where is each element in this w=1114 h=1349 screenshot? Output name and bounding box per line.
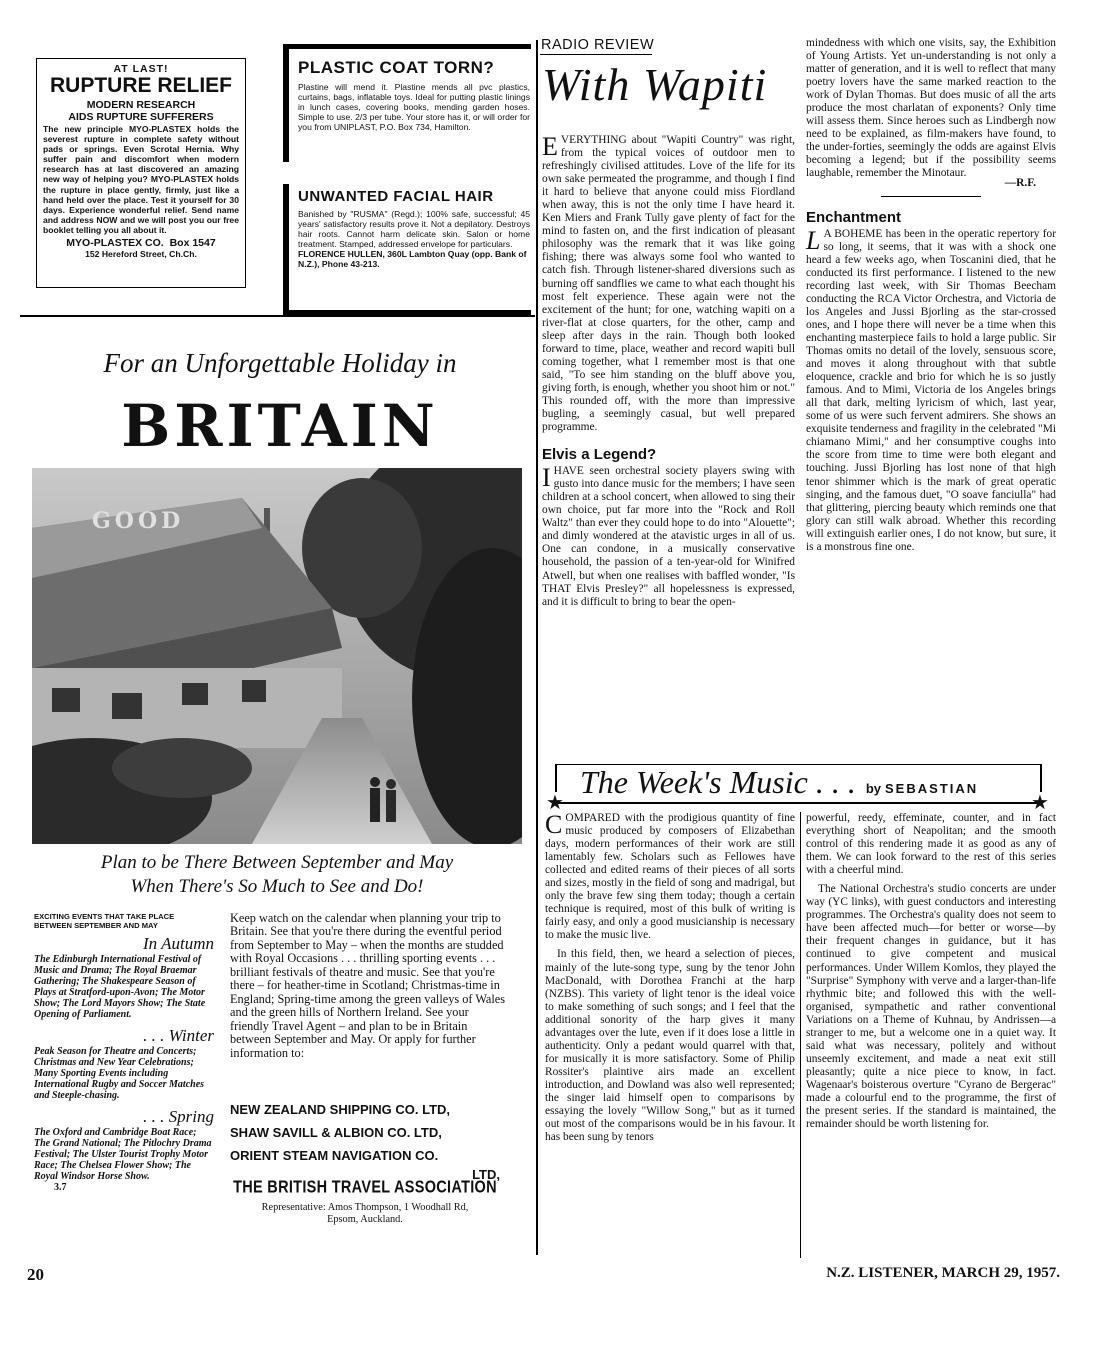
rupture-sub2: AIDS RUPTURE SUFFERERS xyxy=(68,111,214,123)
britain-code: 3.7 xyxy=(54,1182,67,1193)
center-column-rule xyxy=(536,40,538,1255)
radio-section-rule xyxy=(540,54,652,55)
britain-rep-1: Representative: Amos Thompson, 1 Woodhall Rd, xyxy=(261,1202,469,1213)
music-p3: powerful, reedy, effeminate, counter, and in fact everything short of Neapolitan; and the smooth control of this rendering made it as good as any of them. We can look forward to the rest of this series with a cheerful mind. xyxy=(806,812,1056,877)
music-p1 xyxy=(545,812,795,942)
music-box-left xyxy=(555,764,557,792)
plastic-ad-rule xyxy=(283,44,289,162)
plastic-body: Plastine will mend it. Plastine mends all pvc plastics, curtains, bags, inflatable toys. Ideal for putting plastic linings in lunch cases, covering books, mending garden hoses. Simple to use. 2/3 per tube. Your store has it, or will order for you from UNIPLAST, P.O. Box 734, Hamilton. xyxy=(298,82,530,132)
music-star-right: ★ xyxy=(1031,792,1049,814)
elvis-heading: Elvis a Legend? xyxy=(542,446,657,464)
radio-title: With Wapiti xyxy=(542,59,768,110)
facial-headline: UNWANTED FACIAL HAIR xyxy=(298,188,494,205)
winter-title: . . . Winter xyxy=(143,1026,214,1045)
spring-title: . . . Spring xyxy=(143,1107,214,1126)
radio-signature: —R.F. xyxy=(1004,176,1036,189)
music-col-1 xyxy=(545,812,795,1144)
music-title: The Week's Music . . . xyxy=(580,764,856,800)
company-orient-ltd: LTD, xyxy=(472,1167,500,1182)
facial-ad-rule xyxy=(283,184,289,314)
music-col-2 xyxy=(806,812,1056,1131)
music-p1-dropcap: C xyxy=(545,810,563,839)
rupture-address: 152 Hereford Street, Ch.Ch. xyxy=(85,249,197,260)
britain-photo xyxy=(32,468,522,844)
rupture-ad xyxy=(36,58,246,288)
britain-companies xyxy=(230,1098,500,1182)
page-number: 20 xyxy=(27,1265,44,1284)
facial-body: Banished by "RUSMA" (Regd.); 100% safe, successful; 45 years' satisfactory results prove it. Not a depilatory. Destroys hair roots. Cannot harm delicate skin. Salon or home treatment. Stamped, addressed envelope for particulars. xyxy=(298,209,530,249)
rupture-headline: RUPTURE RELIEF xyxy=(49,74,232,97)
events-header: EXCITING EVENTS THAT TAKE PLACE BETWEEN SEPTEMBER AND MAY xyxy=(34,912,175,930)
britain-plan-2: When There's So Much to See and Do! xyxy=(130,876,424,897)
radio-p2-dropcap: I xyxy=(542,463,551,493)
plastic-ad xyxy=(298,58,530,133)
company-nz-shipping: NEW ZEALAND SHIPPING CO. LTD, xyxy=(230,1102,451,1117)
rupture-company-line xyxy=(43,237,239,249)
britain-plan-1: Plan to be There Between September and May xyxy=(100,852,454,873)
rupture-box: Box 1547 xyxy=(169,237,216,250)
radio-p2 xyxy=(542,465,795,609)
radio-col-2 xyxy=(806,37,1056,554)
radio-p1 xyxy=(542,134,795,434)
radio-section-label: RADIO REVIEW xyxy=(541,37,655,53)
publication-line: N.Z. LISTENER, MARCH 29, 1957. xyxy=(826,1265,1060,1281)
radio-col-1 xyxy=(542,134,795,609)
music-title-line xyxy=(580,764,1030,801)
radio-p4 xyxy=(806,225,1056,554)
music-p4: The National Orchestra's studio concerts are under way (YC links), with guest conductors and interesting programmes. The Orchestra's quality does not seem to have been affected much—for better or worse—by their frequent changes in guidance, but it has continued to give competent and musical performances. Under Willem Komlos, they played the "Surprise" Symphony with verve and a larger-than-life rhythmic bite; and followed this with the well-organised, sympathetic and rather conventional Variations on a Theme of Kuhnau, by Andrissen—a stranger to me, but a welcome one in a quiet way. It said what was necessary, politely and without unseemly excitement, and made a neat exit still pleasantly; quite a nice piece to know, in fact. Wagenaar's boisterous overture "Cyrano de Bergerac" made a colourful end to the programme, the first of the present series. If the standard is maintained, the remainder should be worth listening for. xyxy=(806,883,1056,1131)
britain-events xyxy=(34,912,214,1193)
enchantment-heading: Enchantment xyxy=(806,208,902,226)
britain-headline: BRITAIN xyxy=(121,392,439,460)
radio-p1-dropcap: E xyxy=(542,132,558,161)
company-shaw-savill: SHAW SAVILL & ALBION CO. LTD, xyxy=(230,1125,442,1140)
music-box-right xyxy=(1040,764,1042,792)
photo-sign-text: GOOD xyxy=(92,508,185,534)
facial-ad xyxy=(298,188,530,269)
music-p2: In this field, then, we heard a selection of pieces, mainly of the lute-song type, sung by the tenor John MacDonald, with Dorothea Franchi at the harp (NZBS). This variety of light tenor is the ideal voice to make something of such songs; and I feel that the additional sonority of the harp gives it many advantages over the lute, even if it does lose a little in authenticity. Only a pedant would quarrel with that, for musically it is more satisfactory. Some of Philip Rossiter's plaintive airs made an excellent introduction, and Dowland was also well represented; the singer laid himself open to comparisons by essaying the lovely "Willow Song," but as it turned out most of the comparisons would be in his favour. It has been sung by tenors xyxy=(545,948,795,1144)
radio-p4-text: A BOHEME has been in the operatic repertory for so long, it seems, that it was with a shock one heard a few weeks ago, when Toscanini died, that he conducted its first performance. I listened to the new recording last week, with Sir Thomas Beecham conducting the RCA Victor Orchestra, and Victoria de los Angeles and Jussi Bjorling as the star-crossed ones, and I hope there will never be a time when this enchanting masterpiece fails to hold a large public. Sir Thomas omits no detail of the lovely, sensuous score, and moves it along throughout with that subtle eloquence, crackle and brio for which he is so justly famous. And to Mimi, Victoria de los Angeles brings all that dark, melting lyricism of which, last year, some of us were such fervent admirers. She shows an exquisite tenderness and fragility in the celebrated "Mi chiamano Mimi," and her consumptive coughs into the score from time to time were both elegant and touching. Jussi Bjorling has lost none of that high tenor shimmer which is the mark of great operatic singing, and the famous duet, "O soave fanciulla" had that glittering, piercing beauty which reminds one that glory can still walk abroad. Whether this recording will extinguish earlier ones, I do not know, but sure, it is a monstrous fine one. xyxy=(806,227,1056,553)
radio-p4-dropcap: L xyxy=(806,225,821,255)
music-author: SEBASTIAN xyxy=(885,781,979,796)
britain-top-rule xyxy=(20,315,535,317)
radio-p3: mindedness with which one visits, say, the Exhibition of Young Artists. Yet un-understanding is not only a matter of generation, and it is well to reflect that many poetry lovers have the same marked reaction to the work of Dylan Thomas. But does music of all the arts produce the most charlatan of exponents? Only time will assess them. Since heroes such as Lindbergh now need to be explained, as film-makers have found, to the under-forties, seemingly the odds are against Elvis becoming a legend; but if the possibility seems laughable, remember the Minotaur. xyxy=(806,37,1056,180)
autumn-title: In Autumn xyxy=(143,934,214,953)
company-orient: ORIENT STEAM NAVIGATION CO. xyxy=(230,1148,439,1163)
radio-p1-text: VERYTHING about "Wapiti Country" was right, from the typical voices of outdoor men to refreshingly civilised attitudes. Love of the life for its own sake permeated the programme, and though I find it hard to believe that anyone could miss Fiordland when away, this is not the only time I have heard it. Ken Miers and Frank Tully gave plenty of fact for the mind to fasten on, and the first indication of pleasant philosophy was the remark that it was like going fishing; there was always some fool who wanted to catch fish. Through listener-shared diversions such as burning off sandflies we came to what each thought his most felt experience. These again were not the excitement of the hunt; for one, watching wapiti on a river-flat at close quarters, for the other, camp and sleep after days in the rain. Though both looked forward to time, place, weather and record wapiti bull coming together, what I remember most is that one said, "To see him standing on the bluff above you, giving forth, is enough, whether you shoot him or not." This rounded off, with the more than impressive bugling, a seemingly casual, but well prepared programme. xyxy=(542,134,795,434)
music-box-bottom xyxy=(555,802,1042,804)
rupture-kicker: AT LAST! xyxy=(113,63,169,75)
radio-sig-rule xyxy=(881,196,981,197)
rupture-company: MYO-PLASTEX CO. xyxy=(66,237,164,250)
autumn-text: The Edinburgh International Festival of Music and Drama; The Royal Braemar Gathering; The Shakespeare Season of Plays at Stratford-upon-Avon; The Motor Show; The Lord Mayors Show; The State Opening of Parliament. xyxy=(34,954,206,1020)
plastic-ad-top-rule xyxy=(283,44,531,49)
spring-text: The Oxford and Cambridge Boat Race; The Grand National; The Pitlochry Drama Festival; The Ulster Tourist Trophy Motor Race; The Chelsea Flower Show; The Royal Windsor Horse Show. xyxy=(34,1127,212,1182)
winter-text: Peak Season for Theatre and Concerts; Christmas and New Year Celebrations; Many Sporting Events including International Rugby and Soccer Matches and Steeple-chasing. xyxy=(34,1046,205,1101)
music-star-left: ★ xyxy=(546,792,564,814)
britain-rep-2: Epsom, Auckland. xyxy=(327,1214,403,1225)
music-column-rule xyxy=(800,812,801,1258)
radio-p2-text: HAVE seen orchestral society players swing with gusto into dance music for the members; I have seen children at a school concert, when allowed to sing their own choice, put far more into the "Rock and Roll Waltz" than ever they could hope to do into "Alouette"; and dimly wondered at the atavistic urges in all of us. One can condone, in a musically conservative household, the passion of a ten-year-old for Winifred Atwell, but when one realises with baffled wonder, "Is THAT Elvis Presley?" all hopelessness is expressed, and it is difficult to bring to bear the open- xyxy=(542,465,795,608)
music-by: by xyxy=(865,781,881,796)
britain-association: THE BRITISH TRAVEL ASSOCIATION xyxy=(233,1178,497,1198)
village-street-photo xyxy=(32,468,522,844)
facial-contact: FLORENCE HULLEN, 360L Lambton Quay (opp. Bank of N.Z.), Phone 43-213. xyxy=(298,248,527,269)
music-p1-text: OMPARED with the prodigious quantity of fine music produced by composers of Elizabethan days, modern performances of their work are still lamentably few. Scholars such as Fellowes have collected and edited reams of their pieces of all sorts and sizes, mostly in the field of song and madrigal, but only the brave few sing them today; though a certain technique is required, most of this bulk of writing is fairly easy, and only a good musicianship is necessary to make the music live. xyxy=(545,812,795,942)
rupture-sub1: MODERN RESEARCH xyxy=(86,99,196,111)
rupture-body: The new principle MYO-PLASTEX holds the severest rupture in complete safety without pads or springs. Even Scrotal Hernia. Why suffer pain and discomfort when modern research has at last discovered an amazing new way of helping you? MYO-PLASTEX holds the rupture in place gently, firmly, just like a hand held over the place. Test it yourself for 30 days. Experience wonderful relief. Send name and address NOW and we will post you our free booklet telling you all about it. xyxy=(43,124,239,235)
plastic-headline: PLASTIC COAT TORN? xyxy=(298,58,495,77)
britain-body: Keep watch on the calendar when planning your trip to Britain. See that you're there during the eventful period from September to May – when the months are studded with Royal Occasions . . . thrilling sporting events . . . brilliant festivals of theatre and music. See that you're there – for heather-time in Scotland; Christmas-time in England; Spring-time among the green valleys of Wales and the green hills of Northern Ireland. See your friendly Travel Agent – and plan to be in Britain between September and May. Or apply for further information to: xyxy=(230,911,506,1060)
britain-lead: For an Unforgettable Holiday in xyxy=(103,348,457,378)
